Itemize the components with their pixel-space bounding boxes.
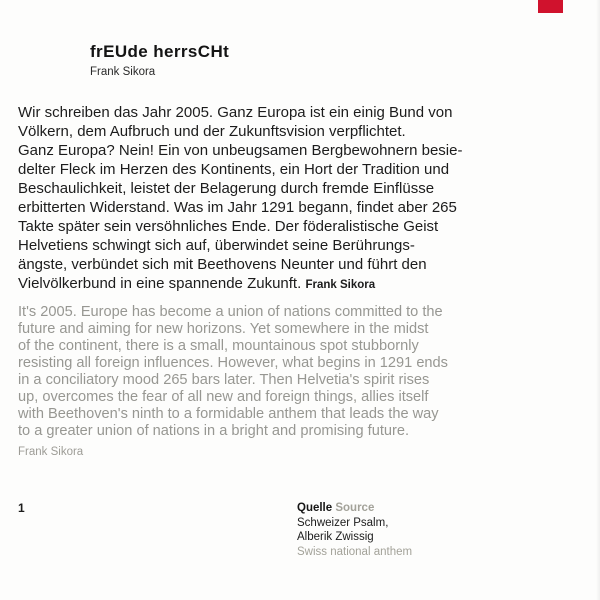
text-line: Alberik Zwissig xyxy=(297,531,374,543)
composer-name: Frank Sikora xyxy=(90,66,156,78)
source-line-english: Swiss national anthem xyxy=(297,545,413,558)
text-line: delter Fleck im Herzen des Kontinents, ein Hort der Tradition und xyxy=(18,161,450,178)
text-line: with Beethoven's ninth to a formidable anthem that leads the way xyxy=(18,406,439,422)
english-paragraph-lines xyxy=(18,304,518,440)
text-line: of the continent, there is a small, mountainous spot stubbornly xyxy=(18,338,419,354)
text-line: future and aiming for new horizons. Yet somewhere in the midst xyxy=(18,321,429,337)
text-line: up, overcomes the fear of all new and foreign things, allies itself xyxy=(18,389,429,405)
text-line: Takte später sein versöhnliches Ende. Der föderalistische Geist xyxy=(18,218,439,235)
text-line: Ganz Europa? Nein! Ein von unbeugsamen Bergbewohnern besie- xyxy=(18,142,463,159)
text-line: Beschaulichkeit, leistet der Belagerung durch fremde Einflüsse xyxy=(18,180,435,197)
text-line: resisting all foreign influences. However, what begins in 1291 ends xyxy=(18,355,448,371)
page-title: frEUde herrsCHt xyxy=(90,42,230,61)
text-line: to a greater union of nations in a bright and promising future. xyxy=(18,423,410,439)
english-paragraph xyxy=(18,304,518,440)
text-line: in a conciliatory mood 265 bars later. Then Helvetia's spirit rises xyxy=(18,372,430,388)
text-line: It's 2005. Europe has become a union of nations committed to the xyxy=(18,304,443,320)
text-line: Schweizer Psalm, xyxy=(297,516,389,529)
text-line: Völkern, dem Aufbruch und der Zukunftsvision verpflichtet. xyxy=(18,123,406,140)
source-heading xyxy=(297,501,412,516)
page-number: 1 xyxy=(18,501,25,515)
source-lines xyxy=(297,516,412,545)
source-label-german: Quelle xyxy=(297,502,333,514)
source-credit-block xyxy=(297,501,412,559)
english-attribution: Frank Sikora xyxy=(18,446,84,458)
scan-edge-shadow xyxy=(596,0,600,600)
page-header xyxy=(90,42,229,78)
text-line: Wir schreiben das Jahr 2005. Ganz Europa ist ein einig Bund von xyxy=(18,104,453,121)
text-line: ängste, verbündet sich mit Beethovens Neunter und führt den xyxy=(18,256,427,273)
source-label-english: Source xyxy=(335,502,375,514)
text-line: erbitterten Widerstand. Was im Jahr 1291 begann, findet aber 265 xyxy=(18,199,457,216)
text-line: Helvetiens schwingt sich auf, überwindet seine Berührungs- xyxy=(18,237,415,254)
german-last-line-text: Vielvölkerbund in eine spannende Zukunft. xyxy=(18,275,302,292)
german-last-line xyxy=(18,274,518,295)
red-page-marker xyxy=(538,0,563,13)
german-attribution: Frank Sikora xyxy=(305,279,376,291)
german-paragraph xyxy=(18,103,518,295)
german-paragraph-lines xyxy=(18,103,518,274)
